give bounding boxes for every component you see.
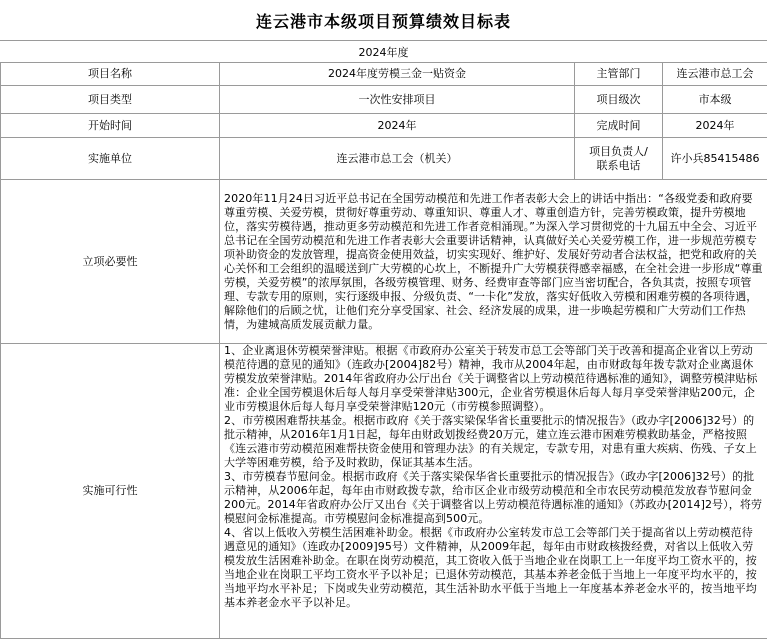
- feasibility-item-3: 3、市劳模春节慰问金。根据市政府《关于落实梁保华省长重要批示的情况报告》（政办字[2006]32号）的批示精神，从2006年起，每年由市财政拨专款，给市区企业市级劳动模范和全市农民劳动模范发放春节慰问金200元。2014年省政府办公厅又出台《关于调整省以上劳动模范待遇标准的通知》（苏政办[2014]2号），将劳模慰问金标准提高。市劳模慰问金标准提高到500元。: [224, 470, 763, 525]
- start-label: 开始时间: [1, 114, 220, 138]
- feasibility-item-1: 1、企业离退休劳模荣誉津贴。根据《市政府办公室关于转发市总工会等部门关于改善和提高企业省以上劳动模范待遇的意见的通知》（连政办[2004]82号）精神，我市从2004年起，由市财政每年拨专款对企业离退休劳模发放荣誉津贴。2014年省政府办公厅出台《关于调整省以上劳动模范待遇标准的通知》，调整劳模津贴标准：企业全国劳模退休后每人每月享受荣誉津贴300元，企业省劳模退休后每人每月享受荣誉津贴200元，企业市劳模退休后每人每月享受荣誉津贴120元（市劳模参照调整）。: [224, 344, 758, 413]
- year-row: 2024年度: [0, 40, 767, 63]
- start-value: 2024年: [220, 114, 575, 138]
- type-value: 一次性安排项目: [220, 86, 575, 114]
- target-table: [0, 62, 767, 639]
- necessity-label: 立项必要性: [1, 180, 220, 344]
- feasibility-item-2: 2、市劳模困难帮扶基金。根据市政府《关于落实梁保华省长重要批示的情况报告》（政办字[2006]32号）的批示精神，从2016年1月1日起，每年由财政划拨经费20万元，建立连云港市困难劳模救助基金，严格按照《连云港市劳动模范困难帮扶资金使用和管理办法》的有关规定，专款专用，对患有重大疾病、伤残、子女上大学等困难劳模，给予及时救助，保证其基本生活。: [224, 414, 757, 469]
- dept-value: 连云港市总工会: [663, 63, 767, 86]
- unit-label: 实施单位: [1, 138, 220, 180]
- end-value: 2024年: [663, 114, 767, 138]
- dept-label: 主管部门: [575, 63, 663, 86]
- owner-value: 许小兵85415486: [663, 138, 767, 180]
- project-name-label: 项目名称: [1, 63, 220, 86]
- feasibility-label: 实施可行性: [1, 344, 220, 639]
- level-value: 市本级: [663, 86, 767, 114]
- row-unit: [1, 138, 767, 180]
- necessity-text: [220, 180, 767, 344]
- sheet-title: 连云港市本级项目预算绩效目标表: [255, 11, 511, 31]
- feasibility-item-4: 4、省以上低收入劳模生活困难补助金。根据《市政府办公室转发市总工会等部门关于提高省以上劳动模范待遇意见的通知》（连政办[2009]95号）文件精神，从2009年起，每年由市财政核拨经费，对省以上低收入劳模发放生活困难补助金。在职在岗劳动模范，其工资收入低于当地企业在岗职工上一年度平均工资水平的，按当地企业在岗职工平均工资水平予以补足；已退休劳动模范，其基本养老金低于当地上一年度平均水平的，按当地平均水平补足；下岗或失业劳动模范，其生活补助水平低于当地上一年度基本养老金水平的，按当地平均基本养老金水平予以补足。: [224, 526, 757, 609]
- feasibility-text: [220, 344, 767, 639]
- row-time: [1, 114, 767, 138]
- row-feasibility: [1, 344, 767, 639]
- end-label: 完成时间: [575, 114, 663, 138]
- row-project-name: [1, 63, 767, 86]
- project-name-value: 2024年度劳模三金一贴资金: [220, 63, 575, 86]
- row-project-type: [1, 86, 767, 114]
- type-label: 项目类型: [1, 86, 220, 114]
- row-necessity: [1, 180, 767, 344]
- level-label: 项目级次: [575, 86, 663, 114]
- necessity-paragraph: 2020年11月24日习近平总书记在全国劳动模范和先进工作者表彰大会上的讲话中指出：“各级党委和政府要尊重劳模、关爱劳模，贯彻好尊重劳动、尊重知识、尊重人才、尊重创造方针，完善劳模政策，提升劳模地位，落实劳模待遇，推动更多劳动模范和先进工作者竞相涌现。”为深入学习贯彻党的十九届五中全会、习近平总书记在全国劳动模范和先进工作者表彰大会重要讲话精神，认真做好关心关爱劳模工作，进一步规范劳模专项补助资金的发放管理，提高资金使用效益，切实实现好、维护好、发展好劳动者合法权益，把党和政府的关心关怀和工会组织的温暖送到广大劳模的心坎上，不断提升广大劳模获得感幸福感，在全社会进一步形成“尊重劳模，关爱劳模”的浓厚氛围，各级劳模管理、财务、经费审查等部门应当密切配合，各负其责，按照专项管理、专款专用的原则，实行逐级申报、分级负责、“一卡化”发放，落实好低收入劳模和困难劳模的各项待遇，解除他们的后顾之忧，让他们充分享受国家、社会、经济发展的成果，进一步唤起劳模和广大劳动们工作热情，为建城高质发展贡献力量。: [224, 191, 763, 331]
- unit-value: 连云港市总工会（机关）: [220, 138, 575, 180]
- owner-label: 项目负责人/ 联系电话: [575, 138, 663, 180]
